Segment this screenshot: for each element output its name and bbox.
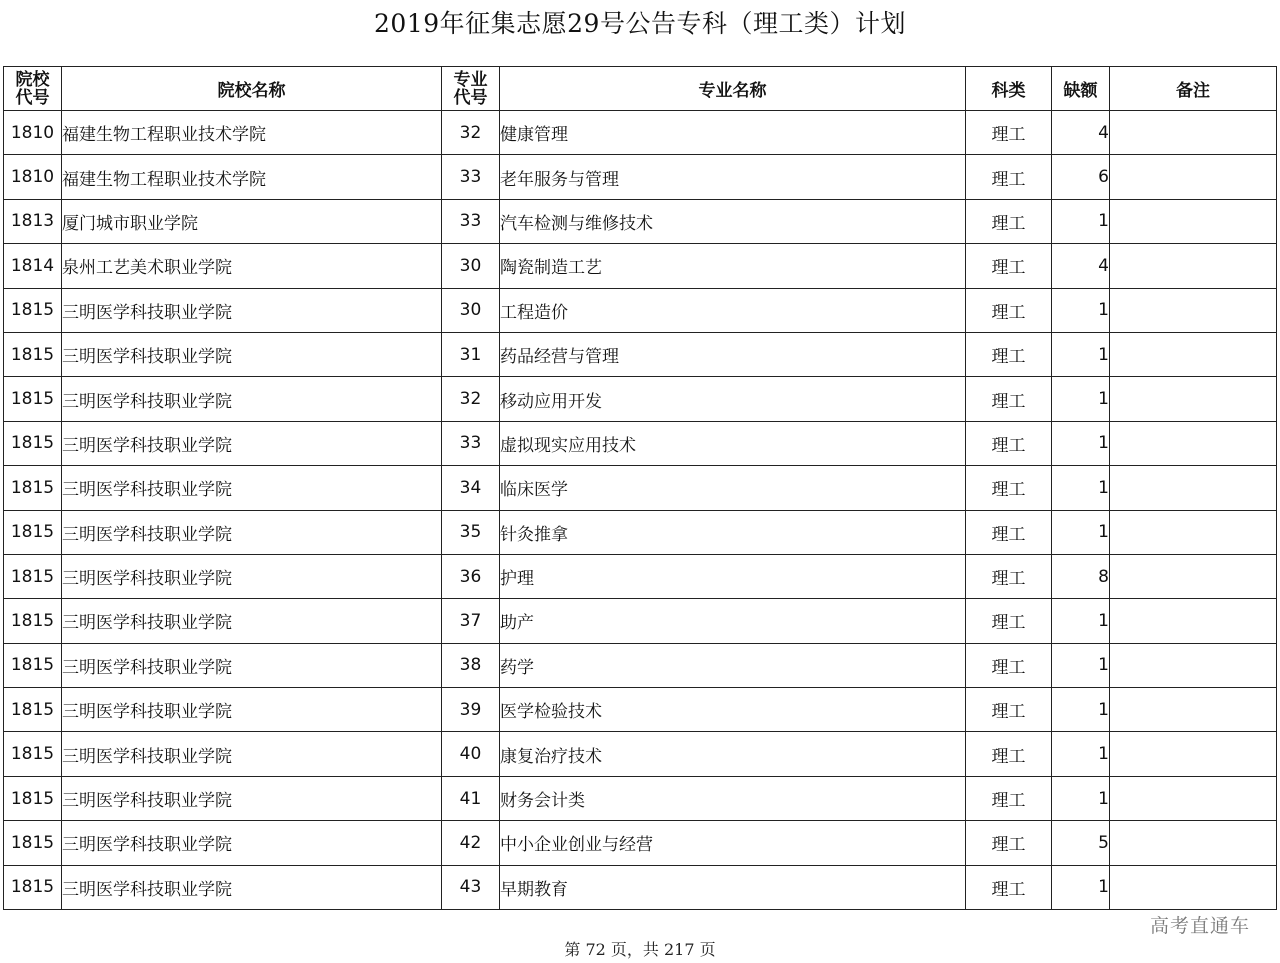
category-cell: 理工 xyxy=(966,688,1052,732)
school-code-cell: 1815 xyxy=(4,732,62,776)
category-cell: 理工 xyxy=(966,554,1052,598)
major-name-cell: 工程造价 xyxy=(500,288,966,332)
table-row xyxy=(4,199,1277,243)
table-row xyxy=(4,288,1277,332)
table-row xyxy=(4,244,1277,288)
school-code-cell: 1815 xyxy=(4,821,62,865)
note-cell xyxy=(1110,111,1277,155)
header-quota: 缺额 xyxy=(1052,67,1110,111)
note-cell xyxy=(1110,599,1277,643)
quota-cell: 8 xyxy=(1052,554,1110,598)
category-cell: 理工 xyxy=(966,111,1052,155)
table-row xyxy=(4,377,1277,421)
school-name-cell: 三明医学科技职业学院 xyxy=(62,599,442,643)
note-cell xyxy=(1110,688,1277,732)
note-cell xyxy=(1110,199,1277,243)
school-name-cell: 厦门城市职业学院 xyxy=(62,199,442,243)
major-name-cell: 老年服务与管理 xyxy=(500,155,966,199)
quota-cell: 1 xyxy=(1052,421,1110,465)
table-row xyxy=(4,111,1277,155)
header-school-name: 院校名称 xyxy=(62,67,442,111)
school-name-cell: 三明医学科技职业学院 xyxy=(62,865,442,909)
header-category: 科类 xyxy=(966,67,1052,111)
note-cell xyxy=(1110,466,1277,510)
major-name-cell: 临床医学 xyxy=(500,466,966,510)
major-code-cell: 34 xyxy=(442,466,500,510)
table-row xyxy=(4,776,1277,820)
plan-table xyxy=(3,66,1277,910)
major-code-cell: 30 xyxy=(442,288,500,332)
quota-cell: 1 xyxy=(1052,643,1110,687)
quota-cell: 4 xyxy=(1052,244,1110,288)
major-code-cell: 37 xyxy=(442,599,500,643)
header-major-code xyxy=(442,67,500,111)
header-row xyxy=(4,67,1277,111)
major-name-cell: 中小企业创业与经营 xyxy=(500,821,966,865)
school-name-cell: 泉州工艺美术职业学院 xyxy=(62,244,442,288)
quota-cell: 1 xyxy=(1052,688,1110,732)
category-cell: 理工 xyxy=(966,244,1052,288)
major-code-cell: 31 xyxy=(442,332,500,376)
major-code-cell: 42 xyxy=(442,821,500,865)
header-major-code-line1: 专业 xyxy=(453,69,488,90)
table-row xyxy=(4,421,1277,465)
table-row xyxy=(4,554,1277,598)
school-name-cell: 三明医学科技职业学院 xyxy=(62,643,442,687)
major-code-cell: 32 xyxy=(442,377,500,421)
note-cell xyxy=(1110,821,1277,865)
page-title: 2019年征集志愿29号公告专科（理工类）计划 xyxy=(374,9,906,38)
category-cell: 理工 xyxy=(966,865,1052,909)
note-cell xyxy=(1110,510,1277,554)
major-name-cell: 医学检验技术 xyxy=(500,688,966,732)
note-cell xyxy=(1110,643,1277,687)
school-code-cell: 1815 xyxy=(4,510,62,554)
major-name-cell: 药品经营与管理 xyxy=(500,332,966,376)
table-row xyxy=(4,643,1277,687)
quota-cell: 6 xyxy=(1052,155,1110,199)
watermark: 高考直通车 xyxy=(1149,915,1250,937)
school-code-cell: 1815 xyxy=(4,776,62,820)
quota-cell: 1 xyxy=(1052,599,1110,643)
header-school-code-line1: 院校 xyxy=(15,69,50,90)
note-cell xyxy=(1110,554,1277,598)
quota-cell: 1 xyxy=(1052,466,1110,510)
major-code-cell: 38 xyxy=(442,643,500,687)
header-major-code-line2: 代号 xyxy=(453,87,488,108)
major-name-cell: 移动应用开发 xyxy=(500,377,966,421)
category-cell: 理工 xyxy=(966,288,1052,332)
page-number: 第 72 页，共 217 页 xyxy=(564,940,716,959)
note-cell xyxy=(1110,244,1277,288)
school-code-cell: 1810 xyxy=(4,155,62,199)
category-cell: 理工 xyxy=(966,821,1052,865)
category-cell: 理工 xyxy=(966,199,1052,243)
school-code-cell: 1815 xyxy=(4,599,62,643)
header-school-code xyxy=(4,67,62,111)
school-name-cell: 三明医学科技职业学院 xyxy=(62,688,442,732)
note-cell xyxy=(1110,377,1277,421)
note-cell xyxy=(1110,155,1277,199)
school-code-cell: 1815 xyxy=(4,466,62,510)
quota-cell: 1 xyxy=(1052,288,1110,332)
major-code-cell: 43 xyxy=(442,865,500,909)
school-code-cell: 1815 xyxy=(4,377,62,421)
school-code-cell: 1815 xyxy=(4,643,62,687)
major-name-cell: 财务会计类 xyxy=(500,776,966,820)
major-code-cell: 41 xyxy=(442,776,500,820)
quota-cell: 1 xyxy=(1052,776,1110,820)
major-name-cell: 护理 xyxy=(500,554,966,598)
major-name-cell: 汽车检测与维修技术 xyxy=(500,199,966,243)
major-code-cell: 33 xyxy=(442,421,500,465)
category-cell: 理工 xyxy=(966,510,1052,554)
category-cell: 理工 xyxy=(966,466,1052,510)
school-code-cell: 1815 xyxy=(4,865,62,909)
table-row xyxy=(4,332,1277,376)
quota-cell: 1 xyxy=(1052,865,1110,909)
quota-cell: 5 xyxy=(1052,821,1110,865)
school-code-cell: 1814 xyxy=(4,244,62,288)
major-code-cell: 36 xyxy=(442,554,500,598)
school-code-cell: 1810 xyxy=(4,111,62,155)
note-cell xyxy=(1110,776,1277,820)
school-name-cell: 福建生物工程职业技术学院 xyxy=(62,111,442,155)
table-row xyxy=(4,510,1277,554)
major-code-cell: 32 xyxy=(442,111,500,155)
major-name-cell: 虚拟现实应用技术 xyxy=(500,421,966,465)
school-code-cell: 1815 xyxy=(4,421,62,465)
category-cell: 理工 xyxy=(966,377,1052,421)
category-cell: 理工 xyxy=(966,776,1052,820)
major-name-cell: 早期教育 xyxy=(500,865,966,909)
school-name-cell: 三明医学科技职业学院 xyxy=(62,776,442,820)
school-name-cell: 三明医学科技职业学院 xyxy=(62,288,442,332)
major-name-cell: 药学 xyxy=(500,643,966,687)
category-cell: 理工 xyxy=(966,155,1052,199)
school-name-cell: 福建生物工程职业技术学院 xyxy=(62,155,442,199)
major-code-cell: 33 xyxy=(442,199,500,243)
category-cell: 理工 xyxy=(966,643,1052,687)
quota-cell: 1 xyxy=(1052,510,1110,554)
school-code-cell: 1815 xyxy=(4,554,62,598)
table-row xyxy=(4,599,1277,643)
major-name-cell: 助产 xyxy=(500,599,966,643)
school-code-cell: 1815 xyxy=(4,688,62,732)
major-name-cell: 陶瓷制造工艺 xyxy=(500,244,966,288)
major-code-cell: 40 xyxy=(442,732,500,776)
school-name-cell: 三明医学科技职业学院 xyxy=(62,466,442,510)
table-row xyxy=(4,865,1277,909)
category-cell: 理工 xyxy=(966,421,1052,465)
major-name-cell: 康复治疗技术 xyxy=(500,732,966,776)
table-row xyxy=(4,688,1277,732)
quota-cell: 4 xyxy=(1052,111,1110,155)
header-major-name: 专业名称 xyxy=(500,67,966,111)
school-code-cell: 1815 xyxy=(4,332,62,376)
school-name-cell: 三明医学科技职业学院 xyxy=(62,554,442,598)
school-name-cell: 三明医学科技职业学院 xyxy=(62,421,442,465)
quota-cell: 1 xyxy=(1052,732,1110,776)
category-cell: 理工 xyxy=(966,332,1052,376)
note-cell xyxy=(1110,421,1277,465)
table-row xyxy=(4,466,1277,510)
major-code-cell: 33 xyxy=(442,155,500,199)
school-name-cell: 三明医学科技职业学院 xyxy=(62,732,442,776)
header-note: 备注 xyxy=(1110,67,1277,111)
school-code-cell: 1813 xyxy=(4,199,62,243)
table-row xyxy=(4,155,1277,199)
note-cell xyxy=(1110,332,1277,376)
major-name-cell: 针灸推拿 xyxy=(500,510,966,554)
major-code-cell: 39 xyxy=(442,688,500,732)
category-cell: 理工 xyxy=(966,599,1052,643)
quota-cell: 1 xyxy=(1052,199,1110,243)
major-code-cell: 30 xyxy=(442,244,500,288)
quota-cell: 1 xyxy=(1052,377,1110,421)
major-name-cell: 健康管理 xyxy=(500,111,966,155)
school-name-cell: 三明医学科技职业学院 xyxy=(62,377,442,421)
table-row xyxy=(4,732,1277,776)
note-cell xyxy=(1110,732,1277,776)
quota-cell: 1 xyxy=(1052,332,1110,376)
header-school-code-line2: 代号 xyxy=(15,87,50,108)
table-row xyxy=(4,821,1277,865)
school-name-cell: 三明医学科技职业学院 xyxy=(62,332,442,376)
school-code-cell: 1815 xyxy=(4,288,62,332)
note-cell xyxy=(1110,288,1277,332)
major-code-cell: 35 xyxy=(442,510,500,554)
note-cell xyxy=(1110,865,1277,909)
school-name-cell: 三明医学科技职业学院 xyxy=(62,510,442,554)
category-cell: 理工 xyxy=(966,732,1052,776)
school-name-cell: 三明医学科技职业学院 xyxy=(62,821,442,865)
